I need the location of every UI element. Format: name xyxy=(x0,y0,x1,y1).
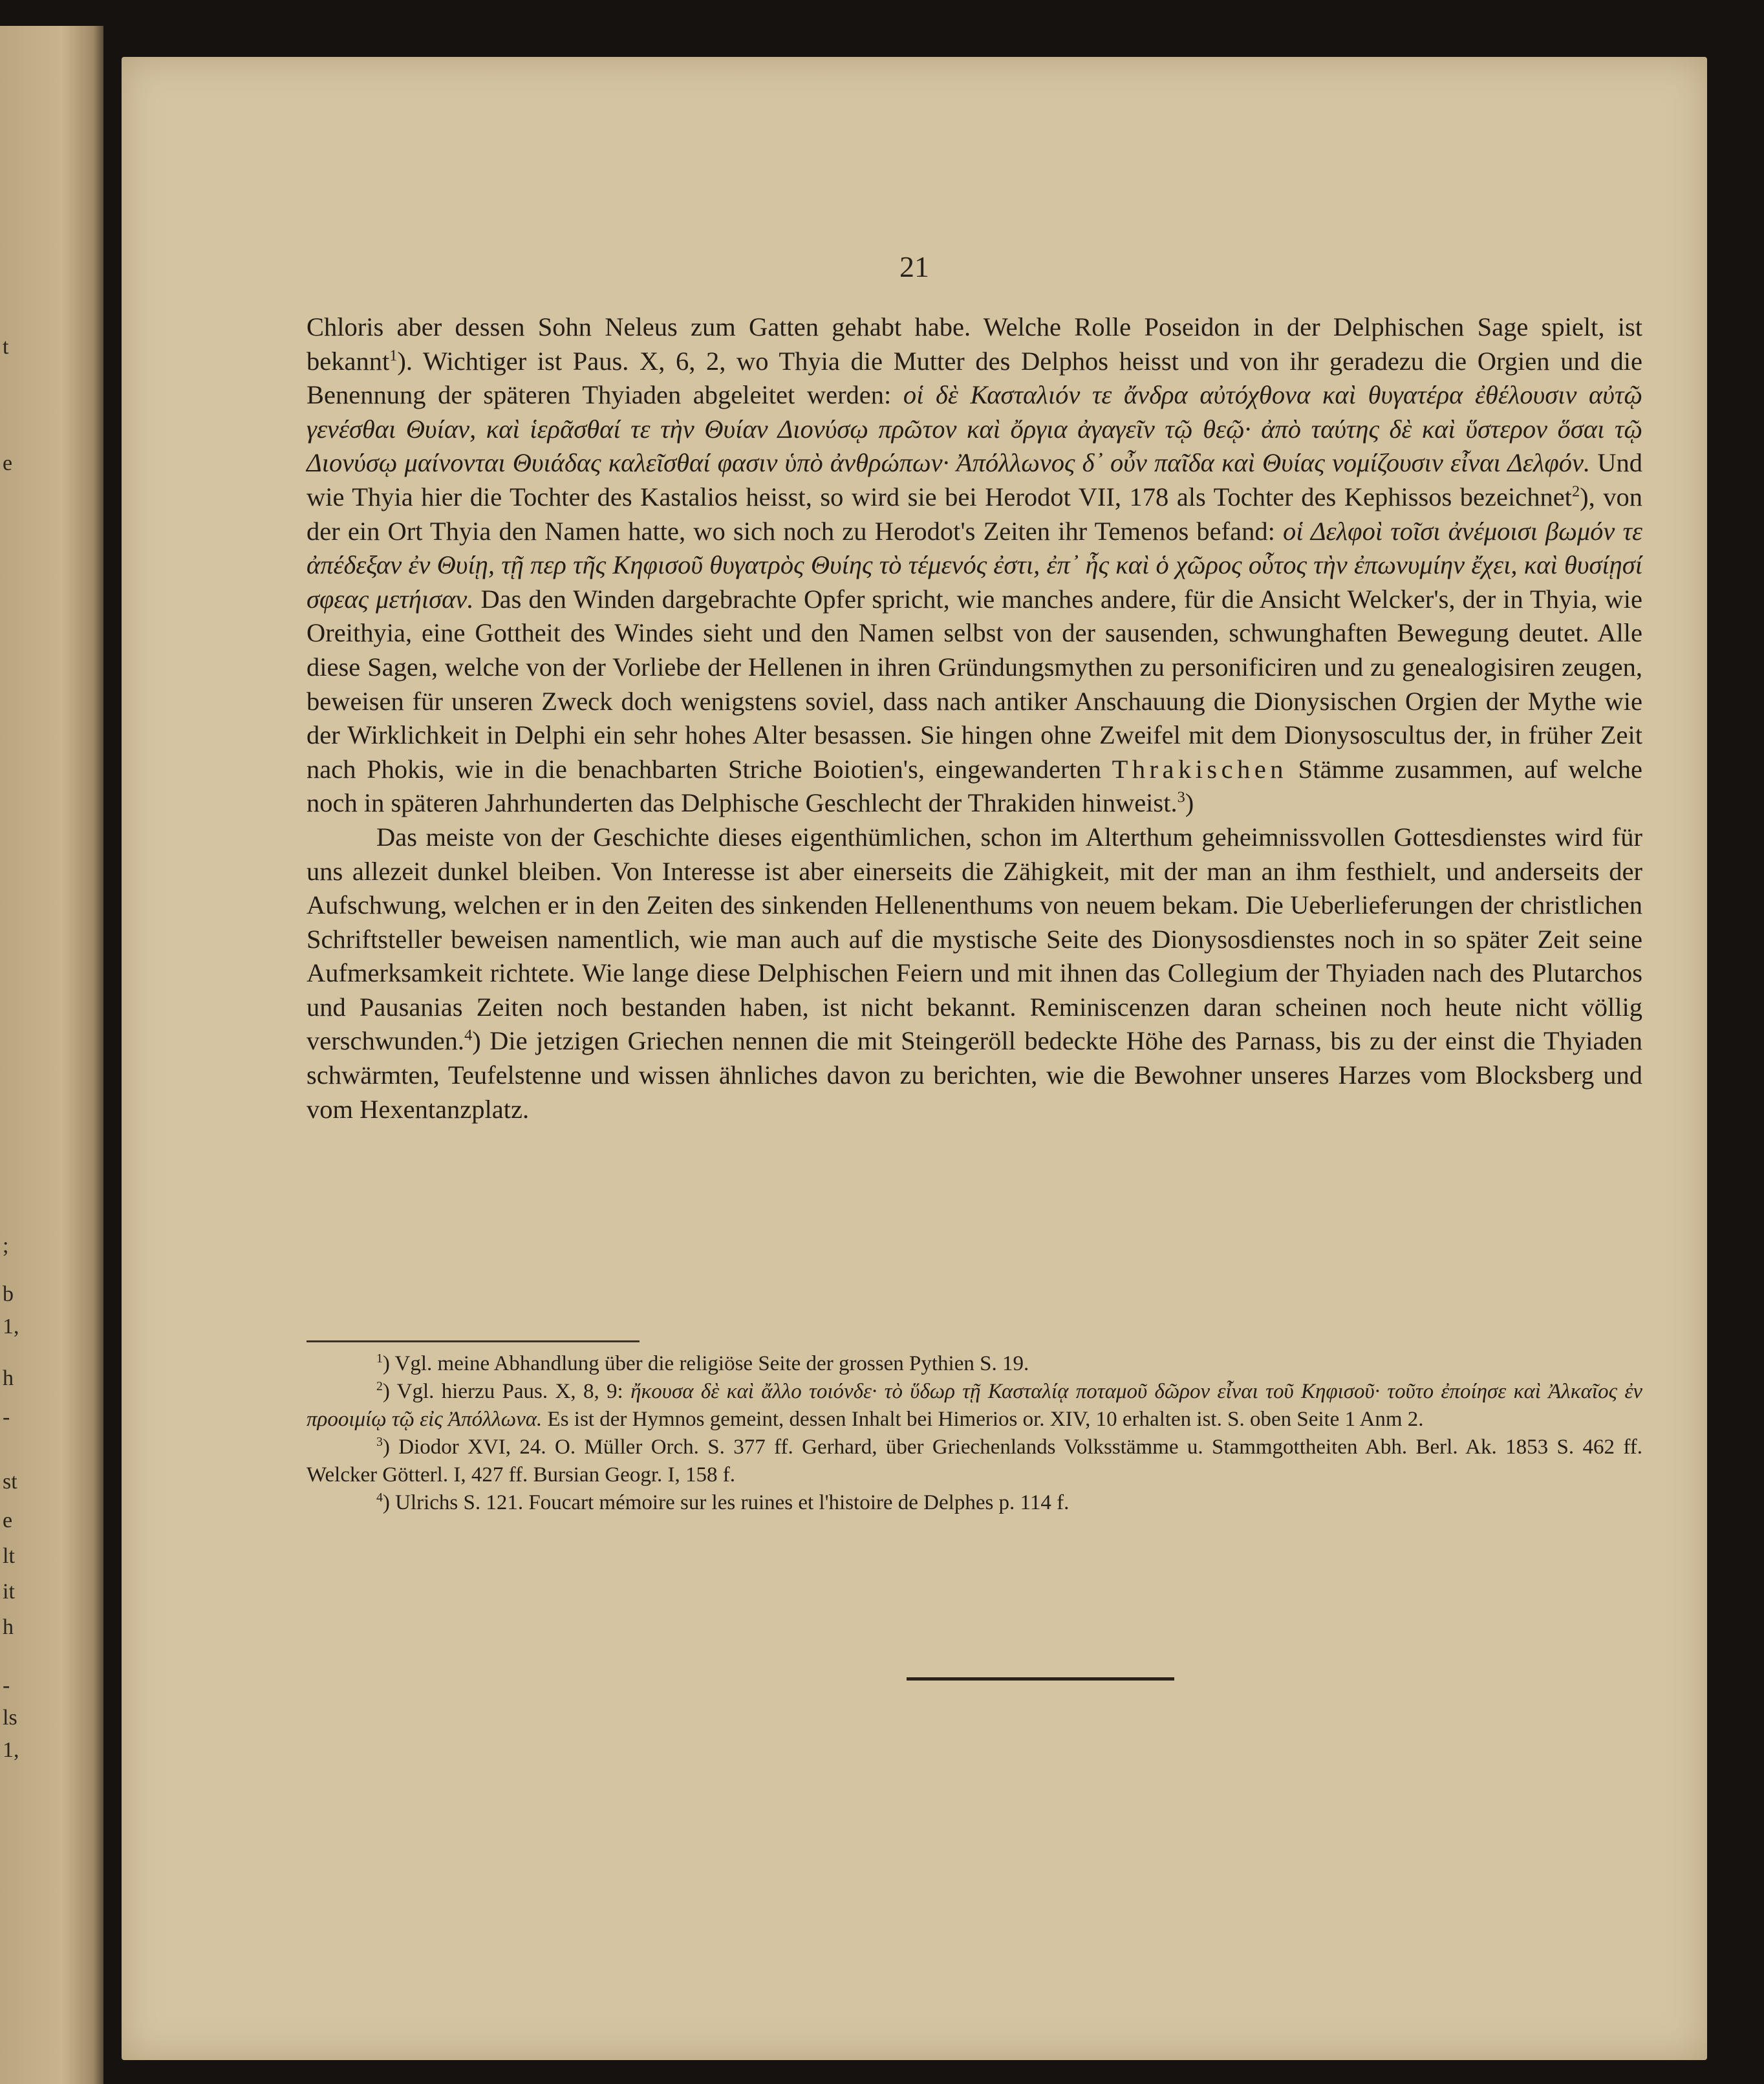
margin-glyph: it xyxy=(3,1580,15,1604)
body-text xyxy=(307,310,1642,1126)
paragraph xyxy=(307,310,1642,821)
margin-glyph: - xyxy=(3,1673,10,1697)
footnote-marker: 1 xyxy=(389,347,398,365)
text-run: ) xyxy=(1185,788,1194,818)
text-run: Und wie Thyia hier die Tochter des Kastalios heisst, so wird sie bei Herodot VII, 178 als Tochter des Kephissos bezeichnet xyxy=(307,448,1642,511)
margin-glyph: t xyxy=(3,335,9,359)
page-number: 21 xyxy=(899,250,929,283)
greek-quotation: οἱ δὲ Κασταλιόν τε ἄνδρα αὐτόχθονα καὶ θυγατέρα ἐθέλουσιν αὐτῷ γενέσθαι Θυίαν, καὶ ἱερᾶσθαί τε τὴν Θυίαν Διονύσῳ πρῶτον καὶ ὄργια ἀγαγεῖν τῷ θεῷ· ἀπὸ ταύτης δὲ καὶ ὕστερον ὅσαι τῷ Διονύσῳ μαίνονται Θυιάδας καλεῖσθαί φασιν ὑπὸ ἀνθρώπων· Ἀπόλλωνος δ᾽ οὖν παῖδα καὶ Θυίας νομίζουσιν εἶναι Δελφόν. xyxy=(307,380,1642,478)
footnotes xyxy=(307,1350,1642,1517)
text-run: ) Vgl. hierzu Paus. X, 8, 9: xyxy=(382,1380,631,1403)
book-page xyxy=(122,57,1707,2060)
margin-glyph: h xyxy=(3,1366,14,1390)
footnote xyxy=(307,1378,1642,1434)
greek-quotation: οἱ Δελφοὶ τοῖσι ἀνέμοισι βωμόν τε ἀπέδεξαν ἐν Θυίῃ, τῇ περ τῆς Κηφισοῦ θυγατρὸς Θυίης τὸ τέμενός ἐστι, ἐπ᾽ ἧς καὶ ὁ χῶρος οὗτος τὴν ἐπωνυμίην ἔχει, καὶ θυσίῃσί σφεας μετήισαν. xyxy=(307,516,1642,614)
margin-glyph: e xyxy=(3,451,13,475)
paragraph xyxy=(307,821,1642,1126)
footnote xyxy=(307,1489,1642,1517)
text-run: ), von der ein Ort Thyia den Namen hatte, wo sich noch zu Herodot's Zeiten ihr Temenos befand: xyxy=(307,482,1642,546)
left-margin-text xyxy=(0,26,26,2084)
spaced-emphasis: Thrakischen xyxy=(1112,754,1288,784)
left-page-edge xyxy=(0,26,103,2084)
footnote-marker: 3 xyxy=(376,1435,383,1449)
margin-glyph: h xyxy=(3,1615,14,1639)
end-rule xyxy=(907,1677,1174,1681)
footnote-marker: 2 xyxy=(376,1379,383,1393)
text-run: ) Die jetzigen Griechen nennen die mit Steingeröll bedeckte Höhe des Parnass, bis zu der einst die Thyiaden schwärmten, Teufelstenne und wissen ähnliches davon zu berichten, wie die Bewohner unseres Harzes vom Blocksberg und vom Hexentanzplatz. xyxy=(307,1026,1642,1124)
footnote-marker: 1 xyxy=(376,1351,383,1366)
footnote-marker: 4 xyxy=(376,1490,383,1505)
footnote xyxy=(307,1350,1642,1378)
footnote xyxy=(307,1434,1642,1489)
margin-glyph: - xyxy=(3,1405,10,1429)
margin-glyph: b xyxy=(3,1282,14,1306)
greek-quotation: ἤκουσα δὲ καὶ ἄλλο τοιόνδε· τὸ ὕδωρ τῇ Κασταλίᾳ ποταμοῦ δῶρον εἶναι τοῦ Κηφισοῦ· τοῦτο ἐποίησε καὶ Ἀλκαῖος ἐν προοιμίῳ τῷ εἰς Ἀπόλλωνα. xyxy=(307,1380,1643,1431)
margin-glyph: 1, xyxy=(3,1315,19,1338)
margin-glyph: lt xyxy=(3,1544,15,1568)
footnote-rule xyxy=(307,1340,640,1342)
text-run: ) Diodor XVI, 24. O. Müller Orch. S. 377 ff. Gerhard, über Griechenlands Volksstämme u. Stammgottheiten Abh. Berl. Ak. 1853 S. 462 ff. Welcker Götterl. I, 427 ff. Bursian Geogr. I, 158 f. xyxy=(307,1435,1642,1487)
footnote-marker: 4 xyxy=(464,1026,473,1044)
footnote-marker: 3 xyxy=(1177,788,1185,806)
text-run: ). Wichtiger ist Paus. X, 6, 2, wo Thyia die Mutter des Delphos heisst und von ihr geradezu die Orgien und die Benennung der späteren Thyiaden abgeleitet werden: xyxy=(307,346,1642,410)
text-run: ) Vgl. meine Abhandlung über die religiöse Seite der grossen Pythien S. 19. xyxy=(382,1352,1029,1375)
text-run: Es ist der Hymnos gemeint, dessen Inhalt bei Himerios or. XIV, 10 erhalten ist. S. oben Seite 1 Anm 2. xyxy=(542,1408,1424,1431)
margin-glyph: 1, xyxy=(3,1738,19,1762)
text-run: ) Ulrichs S. 121. Foucart mémoire sur les ruines et l'histoire de Delphes p. 114 f. xyxy=(382,1491,1070,1514)
text-run: Das den Winden dargebrachte Opfer spricht, wie manches andere, für die Ansicht Welcker's, der in Thyia, wie Oreithyia, eine Gottheit des Windes sieht und den Namen selbst von der sausenden, schwunghaften Bewegung deutet. Alle diese Sagen, welche von der Vorliebe der Hellenen in ihren Gründungsmythen zu personificiren und zu genealogisiren zeugen, beweisen für unseren Zweck doch wenigstens soviel, dass nach antiker Anschauung die Dionysischen Orgien der Mythe wie der Wirklichkeit in Delphi ein sehr hohes Alter besassen. Sie hingen ohne Zweifel mit dem Dionysoscultus der, in früher Zeit nach Phokis, wie in die benachbarten Striche Boiotien's, eingewanderten xyxy=(307,584,1642,784)
margin-glyph: ; xyxy=(3,1234,9,1258)
text-run: Chloris aber dessen Sohn Neleus zum Gatten gehabt habe. Welche Rolle Poseidon in der Delphischen Sage spielt, ist bekannt xyxy=(307,312,1642,376)
margin-glyph: e xyxy=(3,1509,13,1532)
text-run: Stämme zusammen, auf welche noch in späteren Jahrhunderten das Delphische Geschlecht der Thrakiden hinweist. xyxy=(307,754,1642,818)
text-run: Das meiste von der Geschichte dieses eigenthümlichen, schon im Alterthum geheimnissvollen Gottesdienstes wird für uns allezeit dunkel bleiben. Von Interesse ist aber einerseits die Zähigkeit, mit der man an ihm festhielt, und anderseits der Aufschwung, welchen er in den Zeiten des sinkenden Hellenenthums von neuem bekam. Die Ueberlieferungen der christlichen Schriftsteller beweisen namentlich, wie man auch auf die mystische Seite des Dionysosdienstes noch in so später Zeit seine Aufmerksamkeit richtete. Wie lange diese Delphischen Feiern und mit ihnen das Collegium der Thyiaden nach des Plutarchos und Pausanias Zeiten noch bestanden haben, ist nicht bekannt. Reminiscenzen daran scheinen noch heute nicht völlig verschwunden. xyxy=(307,822,1642,1056)
footnote-marker: 2 xyxy=(1571,482,1580,500)
margin-glyph: st xyxy=(3,1470,17,1494)
margin-glyph: ls xyxy=(3,1706,17,1730)
